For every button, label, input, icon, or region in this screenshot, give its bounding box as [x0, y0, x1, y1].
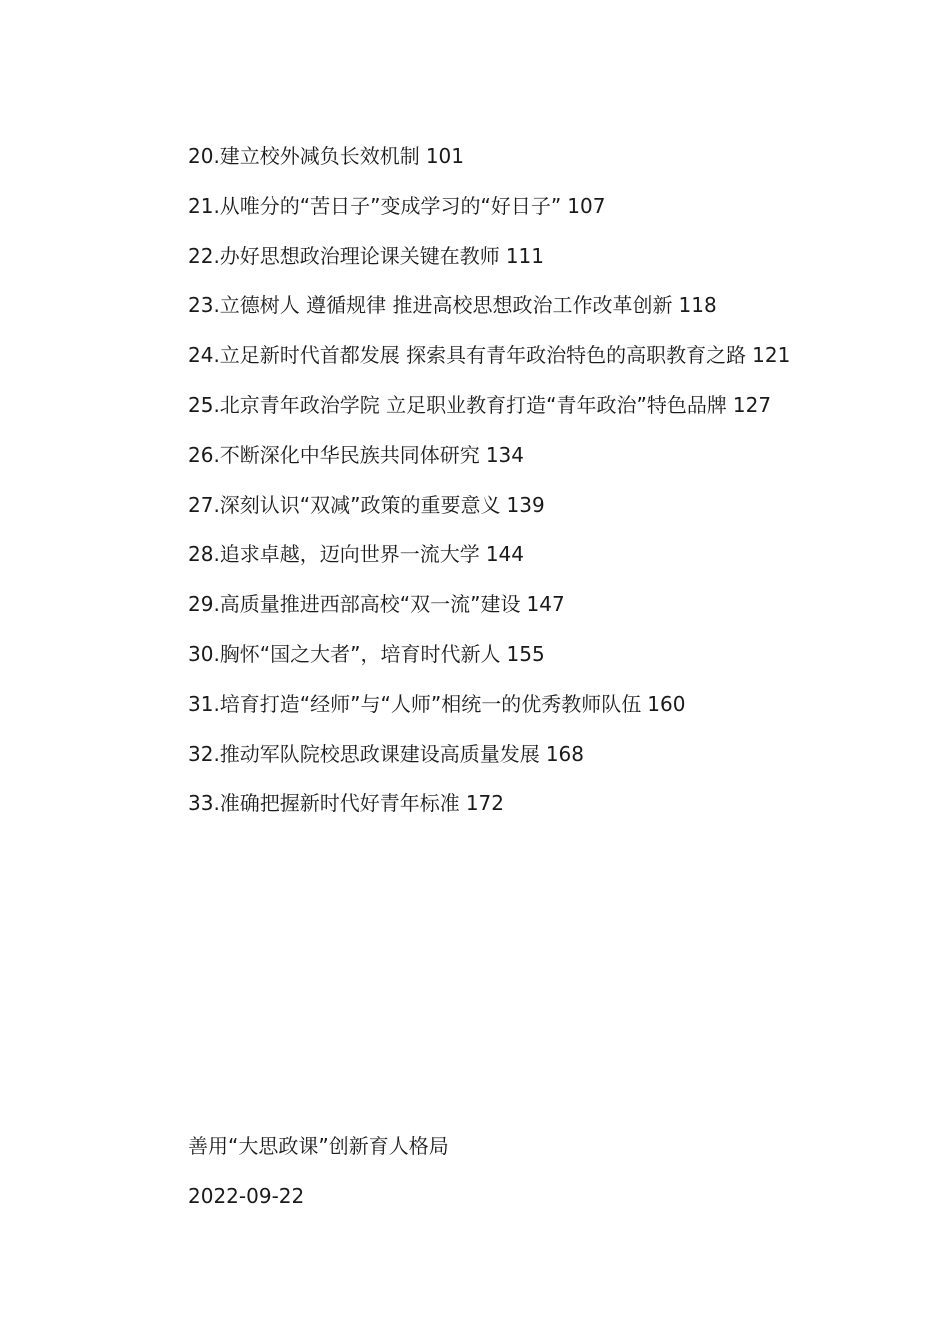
- toc-entry-page: 121: [752, 343, 791, 368]
- toc-entry-page: 107: [567, 193, 606, 218]
- toc-entry: [145, 182, 810, 232]
- toc-entry: [145, 481, 810, 531]
- toc-entry-title: 30.胸怀“国之大者”，培育时代新人: [188, 641, 501, 666]
- toc-entry-page: 139: [506, 492, 545, 517]
- toc-entry-page: 101: [425, 144, 464, 168]
- toc-entry-page: 134: [485, 442, 524, 467]
- toc-entry-page: 147: [526, 592, 565, 617]
- toc-entry: [145, 680, 810, 730]
- toc-entry-page: 168: [545, 741, 584, 766]
- toc-entry: [145, 431, 810, 481]
- table-of-contents: [145, 132, 810, 829]
- toc-entry-page: 118: [678, 293, 717, 318]
- toc-entry-title: 24.立足新时代首都发展 探索具有青年政治特色的高职教育之路: [188, 343, 747, 368]
- toc-entry-page: 160: [647, 691, 686, 716]
- toc-entry: [145, 232, 810, 282]
- toc-entry-title: 31.培育打造“经师”与“人师”相统一的优秀教师队伍: [188, 691, 642, 716]
- toc-entry: [145, 730, 810, 780]
- toc-entry-title: 20.建立校外减负长效机制: [188, 144, 420, 168]
- toc-entry: [145, 630, 810, 680]
- toc-entry-title: 29.高质量推进西部高校“双一流”建设: [188, 592, 521, 617]
- toc-entry: [145, 530, 810, 580]
- toc-entry: [145, 281, 810, 331]
- toc-entry-title: 28.追求卓越，迈向世界一流大学: [188, 542, 480, 567]
- toc-entry-page: 127: [732, 392, 772, 417]
- toc-entry-title: 26.不断深化中华民族共同体研究: [188, 442, 480, 467]
- toc-entry-page: 172: [465, 791, 504, 816]
- toc-entry-page: 144: [485, 542, 524, 567]
- toc-entry: [145, 580, 810, 630]
- toc-entry-title: 27.深刻认识“双减”政策的重要意义: [188, 492, 501, 517]
- toc-entry: [145, 381, 810, 431]
- toc-entry-title: 22.办好思想政治理论课关键在教师: [188, 243, 500, 268]
- article-date: 2022-09-22: [188, 1184, 305, 1208]
- toc-entry-title: 32.推动军队院校思政课建设高质量发展: [188, 741, 540, 766]
- toc-entry-title: 33.准确把握新时代好青年标准: [188, 791, 460, 816]
- toc-entry-page: 155: [506, 641, 545, 666]
- toc-entry: [145, 132, 810, 182]
- toc-entry: [145, 779, 810, 829]
- toc-entry-title: 25.北京青年政治学院 立足职业教育打造“青年政治”特色品牌: [188, 392, 727, 417]
- article-title: 善用“大思政课”创新育人格局: [188, 1134, 449, 1158]
- toc-entry-page: 111: [505, 243, 544, 268]
- toc-entry-title: 21.从唯分的“苦日子”变成学习的“好日子”: [188, 193, 562, 218]
- toc-entry-title: 23.立德树人 遵循规律 推进高校思想政治工作改革创新: [188, 293, 673, 318]
- toc-entry: [145, 331, 810, 381]
